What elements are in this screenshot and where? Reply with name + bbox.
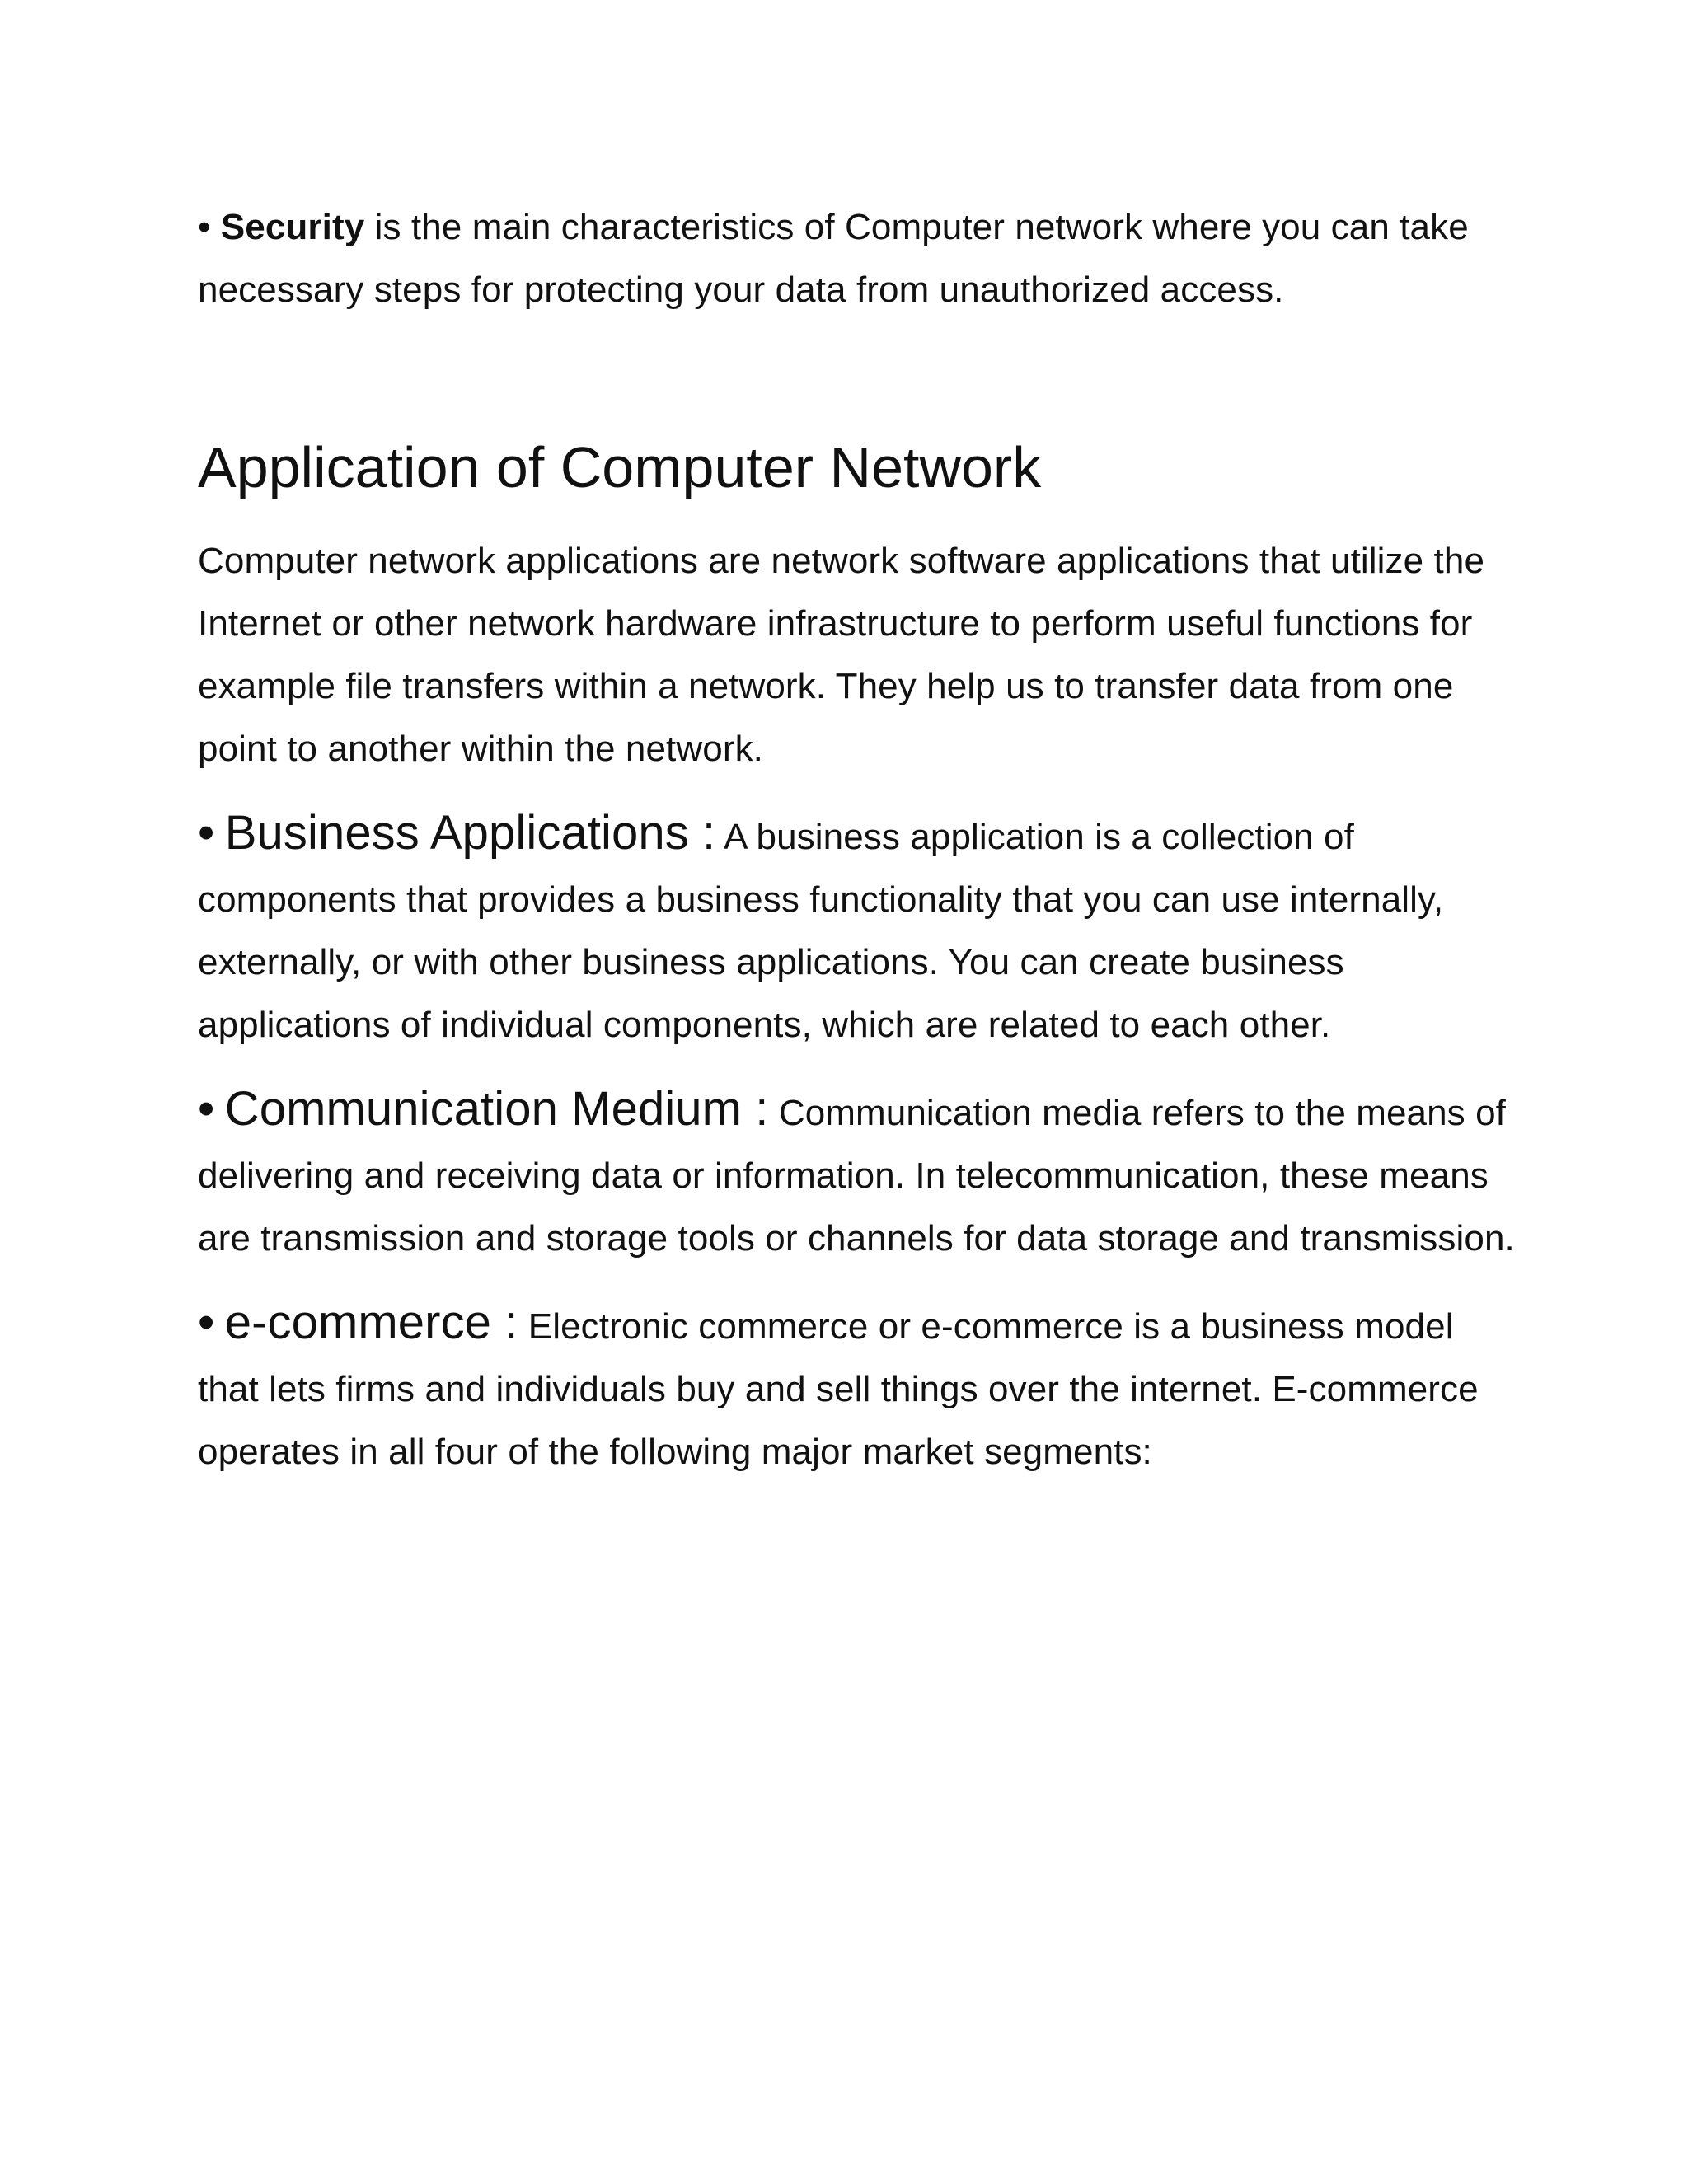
communication-medium-term: Communication Medium : xyxy=(224,1082,769,1136)
security-text: is the main characteristics of Computer network where you can take necessary steps for protecting your data from unauthorized access. xyxy=(198,207,1469,310)
bullet-glyph: • xyxy=(198,806,215,860)
business-applications-text: A business application is a collection of components that provides a business functionality that you can use internally, externally, or with other business applications. You can create business applications of individual components, which are related to each other. xyxy=(198,817,1444,1045)
document-content xyxy=(198,196,1517,1483)
intro-paragraph: Computer network applications are network software applications that utilize the Internet or other network hardware infrastructure to perform useful functions for example file transfers within a network. They help us to transfer data from one point to another within the network. xyxy=(198,541,1485,769)
business-applications-term: Business Applications : xyxy=(224,806,716,860)
ecommerce-term: e-commerce : xyxy=(224,1296,518,1349)
communication-medium-paragraph xyxy=(198,1078,1517,1270)
bullet-glyph: • xyxy=(198,1296,215,1349)
section-heading: Application of Computer Network xyxy=(198,435,1042,499)
security-paragraph xyxy=(198,196,1517,321)
communication-medium-text: Communication media refers to the means of delivering and receiving data or information. In telecommunication, these means are transmission and storage tools or channels for data storage and transmission. xyxy=(198,1093,1515,1258)
bullet-glyph: • xyxy=(198,207,211,247)
bullet-glyph: • xyxy=(198,1082,215,1136)
security-term: Security xyxy=(220,207,365,247)
business-applications-paragraph xyxy=(198,802,1517,1057)
ecommerce-text: Electronic commerce or e-commerce is a business model that lets firms and individuals buy and sell things over the internet. E-commerce operates in all four of the following major market segments: xyxy=(198,1306,1479,1472)
ecommerce-paragraph xyxy=(198,1291,1517,1483)
